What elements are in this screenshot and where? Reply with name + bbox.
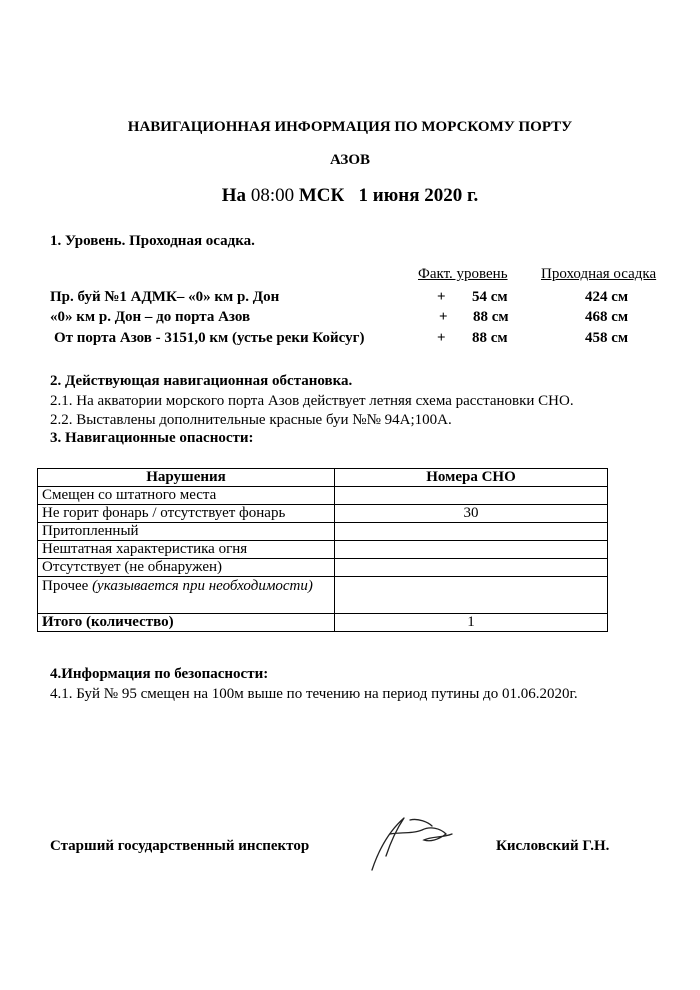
table-row xyxy=(38,487,608,505)
hazard-value xyxy=(335,577,608,614)
level-row-draft: 458 см xyxy=(585,330,629,346)
hazard-value xyxy=(335,523,608,541)
level-row-name: «0» км р. Дон – до порта Азов xyxy=(50,309,251,325)
hazard-value: 30 xyxy=(335,505,608,523)
section2-heading: 2. Действующая навигационная обстановка. xyxy=(50,373,353,389)
hazard-label: Отсутствует (не обнаружен) xyxy=(38,559,335,577)
table-row xyxy=(38,505,608,523)
hazard-label xyxy=(38,577,335,614)
report-date: 1 июня 2020 г. xyxy=(358,185,479,206)
document-title: НАВИГАЦИОННАЯ ИНФОРМАЦИЯ ПО МОРСКОМУ ПОРТУ xyxy=(127,119,573,135)
nav-situation-item: 2.2. Выставлены дополнительные красные буи №№ 94А;100А. xyxy=(50,412,452,428)
table-row xyxy=(38,523,608,541)
total-label: Итого (количество) xyxy=(38,614,335,632)
hazard-value xyxy=(335,559,608,577)
report-datetime xyxy=(0,185,700,207)
hazard-label: Притопленный xyxy=(38,523,335,541)
timezone: МСК xyxy=(298,185,345,206)
hazard-label: Не горит фонарь / отсутствует фонарь xyxy=(38,505,335,523)
level-row-level: 88 см xyxy=(473,309,509,325)
hazards-table xyxy=(37,468,608,632)
table-row xyxy=(38,559,608,577)
level-row-sign: + xyxy=(439,309,448,325)
report-time: 08:00 xyxy=(250,185,295,206)
table-total-row xyxy=(38,614,608,632)
section3-heading: 3. Навигационные опасности: xyxy=(50,430,254,446)
hazard-value xyxy=(335,487,608,505)
port-name: АЗОВ xyxy=(329,152,371,168)
date-prefix: На xyxy=(221,185,247,206)
section1-heading: 1. Уровень. Проходная осадка. xyxy=(50,233,255,249)
level-row-name: От порта Азов - 3151,0 км (устье реки Койсуг) xyxy=(54,330,365,346)
other-note: (указывается при необходимости) xyxy=(92,578,313,594)
handwritten-signature xyxy=(360,812,470,874)
level-row-sign: + xyxy=(437,330,446,346)
level-row-level: 88 см xyxy=(472,330,508,346)
nav-situation-item: 2.1. На акватории морского порта Азов действует летняя схема расстановки СНО. xyxy=(50,393,574,409)
level-row-level: 54 см xyxy=(472,289,508,305)
level-row-draft: 424 см xyxy=(585,289,629,305)
other-label: Прочее xyxy=(42,578,89,594)
safety-info-item: 4.1. Буй № 95 смещен на 100м выше по течению на период путины до 01.06.2020г. xyxy=(50,686,578,702)
table-header-row xyxy=(38,469,608,487)
table-row xyxy=(38,577,608,614)
hazard-value xyxy=(335,541,608,559)
hazard-label: Нештатная характеристика огня xyxy=(38,541,335,559)
signatory-name: Кисловский Г.Н. xyxy=(496,838,610,854)
table-row xyxy=(38,541,608,559)
level-row-name: Пр. буй №1 АДМК– «0» км р. Дон xyxy=(50,289,280,305)
col-header-numbers: Номера СНО xyxy=(335,469,608,487)
col-header-violation: Нарушения xyxy=(38,469,335,487)
col-header-draft: Проходная осадка xyxy=(541,266,657,282)
hazard-label: Смещен со штатного места xyxy=(38,487,335,505)
signatory-position: Старший государственный инспектор xyxy=(50,838,310,854)
section4-heading: 4.Информация по безопасности: xyxy=(50,666,269,682)
total-value: 1 xyxy=(335,614,608,632)
col-header-level: Факт. уровень xyxy=(418,266,508,282)
level-row-draft: 468 см xyxy=(585,309,629,325)
level-row-sign: + xyxy=(437,289,446,305)
